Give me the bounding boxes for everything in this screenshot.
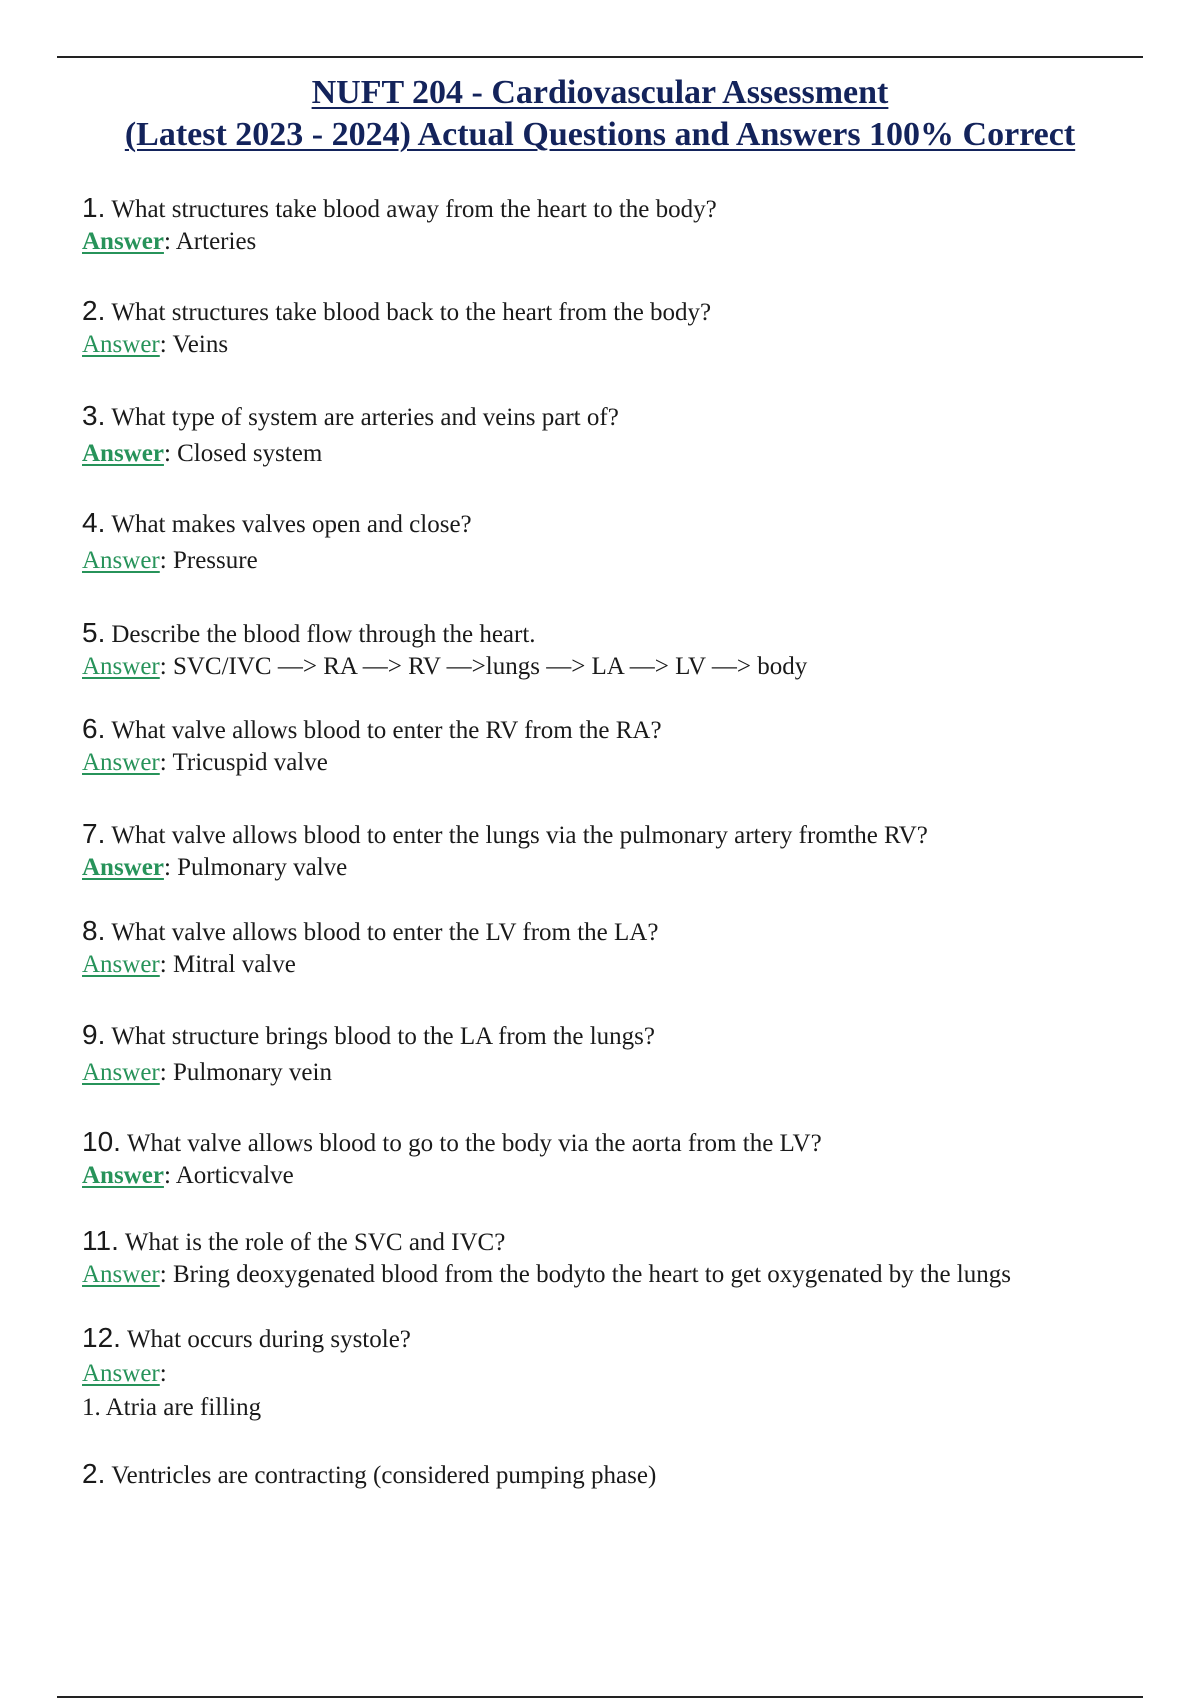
qa-item-11 [82,1225,1142,1291]
top-rule [57,56,1143,58]
answer [82,1358,1142,1390]
answer-label: Answer [82,1360,160,1387]
qa-item-2 [82,295,1142,361]
question-text: What structure brings blood to the LA from the lungs? [111,1023,655,1050]
question-text: What is the role of the SVC and IVC? [124,1229,506,1256]
question-number: 12. [82,1322,121,1353]
question-text: What occurs during systole? [126,1326,411,1353]
question [82,1126,1142,1160]
question [82,915,1142,949]
bottom-rule [57,1696,1143,1698]
title-line-2: (Latest 2023 - 2024) Actual Questions and Answers 100% Correct [124,116,1076,153]
question [82,818,1142,852]
answer [82,747,1142,779]
question-text: Describe the blood flow through the heart. [111,621,536,648]
answer-label: Answer [82,1261,160,1288]
question-text: What valve allows blood to enter the RV from the RA? [111,717,662,744]
answer-label: Answer [82,749,160,776]
answer-text: : Pulmonary valve [163,854,348,881]
qa-item-8 [82,915,1142,981]
question-number: 4. [82,507,106,538]
answer [82,651,1142,683]
answer-text: : Aorticvalve [163,1162,294,1189]
answer-text: : Pressure [159,547,258,574]
question [82,1019,1142,1053]
question-number: 9. [82,1019,106,1050]
answer [82,852,1142,884]
answer-label: Answer [82,653,160,680]
question-number: 6. [82,713,106,744]
answer-label: Answer [82,228,164,255]
point-number: 2. [82,1458,106,1489]
question-number: 8. [82,915,106,946]
answer-text: : SVC/IVC —> RA —> RV —>lungs —> LA —> LV —> body [159,653,808,680]
question [82,617,1142,651]
question [82,1225,1142,1259]
question-number: 3. [82,400,106,431]
question [82,1322,1142,1356]
answer-label: Answer [82,951,160,978]
systole-point-1: 1. Atria are filling [82,1394,262,1421]
systole-point-2 [82,1458,1142,1492]
question [82,400,1142,434]
document-title [0,72,1200,156]
answer [82,545,1142,577]
question [82,713,1142,747]
title-line-1: NUFT 204 - Cardiovascular Assessment [311,74,889,111]
qa-item-3 [82,400,1142,470]
question-text: What valve allows blood to enter the lungs via the pulmonary artery fromthe RV? [111,822,928,849]
point-text: Ventricles are contracting (considered pumping phase) [111,1462,657,1489]
answer-text: : Bring deoxygenated blood from the bodyto the heart to get oxygenated by the lungs [159,1261,1011,1288]
qa-item-4 [82,507,1142,577]
answer-label: Answer [82,1059,160,1086]
answer [82,1259,1142,1291]
answer-text: : Mitral valve [159,951,296,978]
question-number: 10. [82,1126,121,1157]
answer-label: Answer [82,547,160,574]
answer-label: Answer [82,854,164,881]
answer-text: : Veins [159,331,229,358]
question-number: 7. [82,818,106,849]
question-number: 11. [82,1225,119,1256]
qa-item-5 [82,617,1142,683]
qa-item-7 [82,818,1142,884]
answer-text: : Tricuspid valve [159,749,328,776]
qa-item-6 [82,713,1142,779]
answer-label: Answer [82,440,164,467]
question-number: 2. [82,295,106,326]
question [82,507,1142,541]
answer-text: : Pulmonary vein [159,1059,332,1086]
qa-item-9 [82,1019,1142,1089]
question-text: What type of system are arteries and veins part of? [111,404,619,431]
question-text: What valve allows blood to go to the body via the aorta from the LV? [126,1130,822,1157]
answer [82,949,1142,981]
answer [82,438,1142,470]
answer-text: : Closed system [163,440,323,467]
answer-text: : [159,1360,167,1387]
answer-label: Answer [82,1162,164,1189]
question-text: What structures take blood away from the heart to the body? [111,196,717,223]
answer-label: Answer [82,331,160,358]
qa-item-1 [82,192,1142,258]
qa-item-12 [82,1322,1142,1492]
question [82,192,1142,226]
question [82,295,1142,329]
question-number: 5. [82,617,106,648]
answer [82,1057,1142,1089]
question-number: 1. [82,192,106,223]
question-text: What structures take blood back to the heart from the body? [111,299,712,326]
answer-text: : Arteries [163,228,257,255]
answer [82,226,1142,258]
question-text: What makes valves open and close? [111,511,472,538]
answer [82,1160,1142,1192]
qa-item-10 [82,1126,1142,1192]
answer [82,329,1142,361]
question-text: What valve allows blood to enter the LV from the LA? [111,919,659,946]
